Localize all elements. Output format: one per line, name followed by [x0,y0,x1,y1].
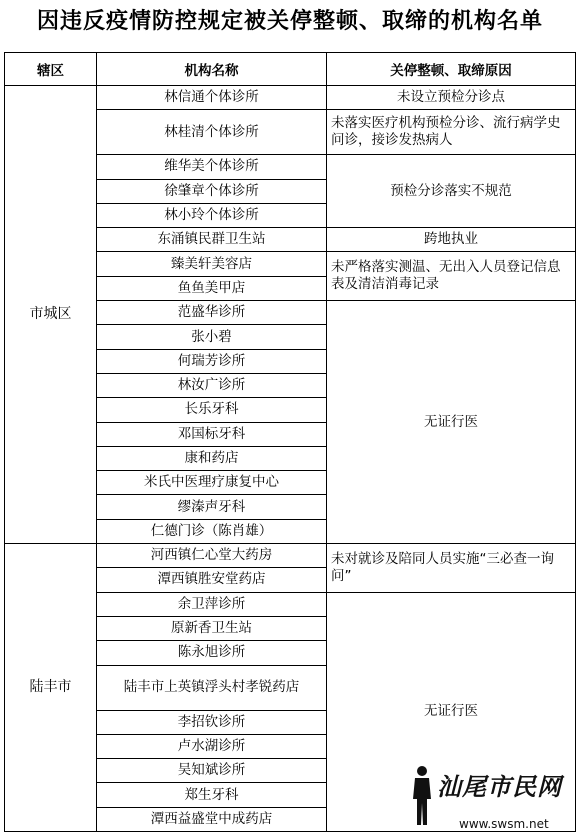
institution-name: 徐肇章个体诊所 [97,179,327,203]
institution-name: 陈永旭诊所 [97,641,327,665]
institution-name: 林小玲个体诊所 [97,203,327,227]
institution-name: 吴知斌诊所 [97,759,327,783]
reason-cell: 预检分诊落实不规范 [327,155,576,228]
reason-cell: 无证行医 [327,301,576,544]
institution-name: 臻美轩美容店 [97,252,327,276]
table-row [5,544,576,568]
watermark [409,763,574,833]
watermark-url: www.swsm.net [459,817,549,831]
institution-name: 米氏中医理疗康复中心 [97,471,327,495]
table-header-row [5,53,576,86]
institution-name: 张小碧 [97,325,327,349]
header-reason: 关停整顿、取缔原因 [327,53,576,86]
institution-name: 林信通个体诊所 [97,86,327,110]
institution-name: 何瑞芳诊所 [97,349,327,373]
watermark-logo-text: 汕尾市民网 [437,772,562,801]
reason-cell: 未对就诊及陪同人员实施“三必查一询问” [327,544,576,593]
institution-name: 康和药店 [97,446,327,470]
institution-name: 林桂清个体诊所 [97,110,327,155]
reason-cell: 未落实医疗机构预检分诊、流行病学史问诊，接诊发热病人 [327,110,576,155]
institution-name: 范盛华诊所 [97,301,327,325]
district-cell-lufeng: 陆丰市 [5,544,97,832]
institution-name: 郑生牙科 [97,783,327,807]
institution-name: 卢水湖诊所 [97,734,327,758]
institution-name: 原新香卫生站 [97,616,327,640]
institution-name: 潭西益盛堂中成药店 [97,807,327,831]
institution-name: 林汝广诊所 [97,373,327,397]
institution-name: 仁德门诊（陈肖雄） [97,519,327,543]
institution-name: 潭西镇胜安堂药店 [97,568,327,592]
institution-name: 李招钦诊所 [97,710,327,734]
table-row [5,86,576,110]
institution-name: 东涌镇民群卫生站 [97,228,327,252]
district-cell-shicheng: 市城区 [5,86,97,544]
reason-cell: 无证行医 [327,592,576,831]
institution-name: 余卫萍诊所 [97,592,327,616]
person-silhouette-icon [409,765,435,827]
institution-table [4,52,576,832]
reason-cell: 跨地执业 [327,228,576,252]
institution-name: 陆丰市上英镇浮头村孝锐药店 [97,665,327,710]
institution-name: 鱼鱼美甲店 [97,276,327,300]
header-name: 机构名称 [97,53,327,86]
reason-cell: 未设立预检分诊点 [327,86,576,110]
reason-cell: 未严格落实测温、无出入人员登记信息表及清洁消毒记录 [327,252,576,301]
institution-name: 缪溱声牙科 [97,495,327,519]
institution-name: 维华美个体诊所 [97,155,327,179]
institution-name: 长乐牙科 [97,398,327,422]
header-district: 辖区 [5,53,97,86]
institution-name: 河西镇仁心堂大药房 [97,544,327,568]
institution-name: 邓国标牙科 [97,422,327,446]
page-title: 因违反疫情防控规定被关停整顿、取缔的机构名单 [36,8,543,34]
